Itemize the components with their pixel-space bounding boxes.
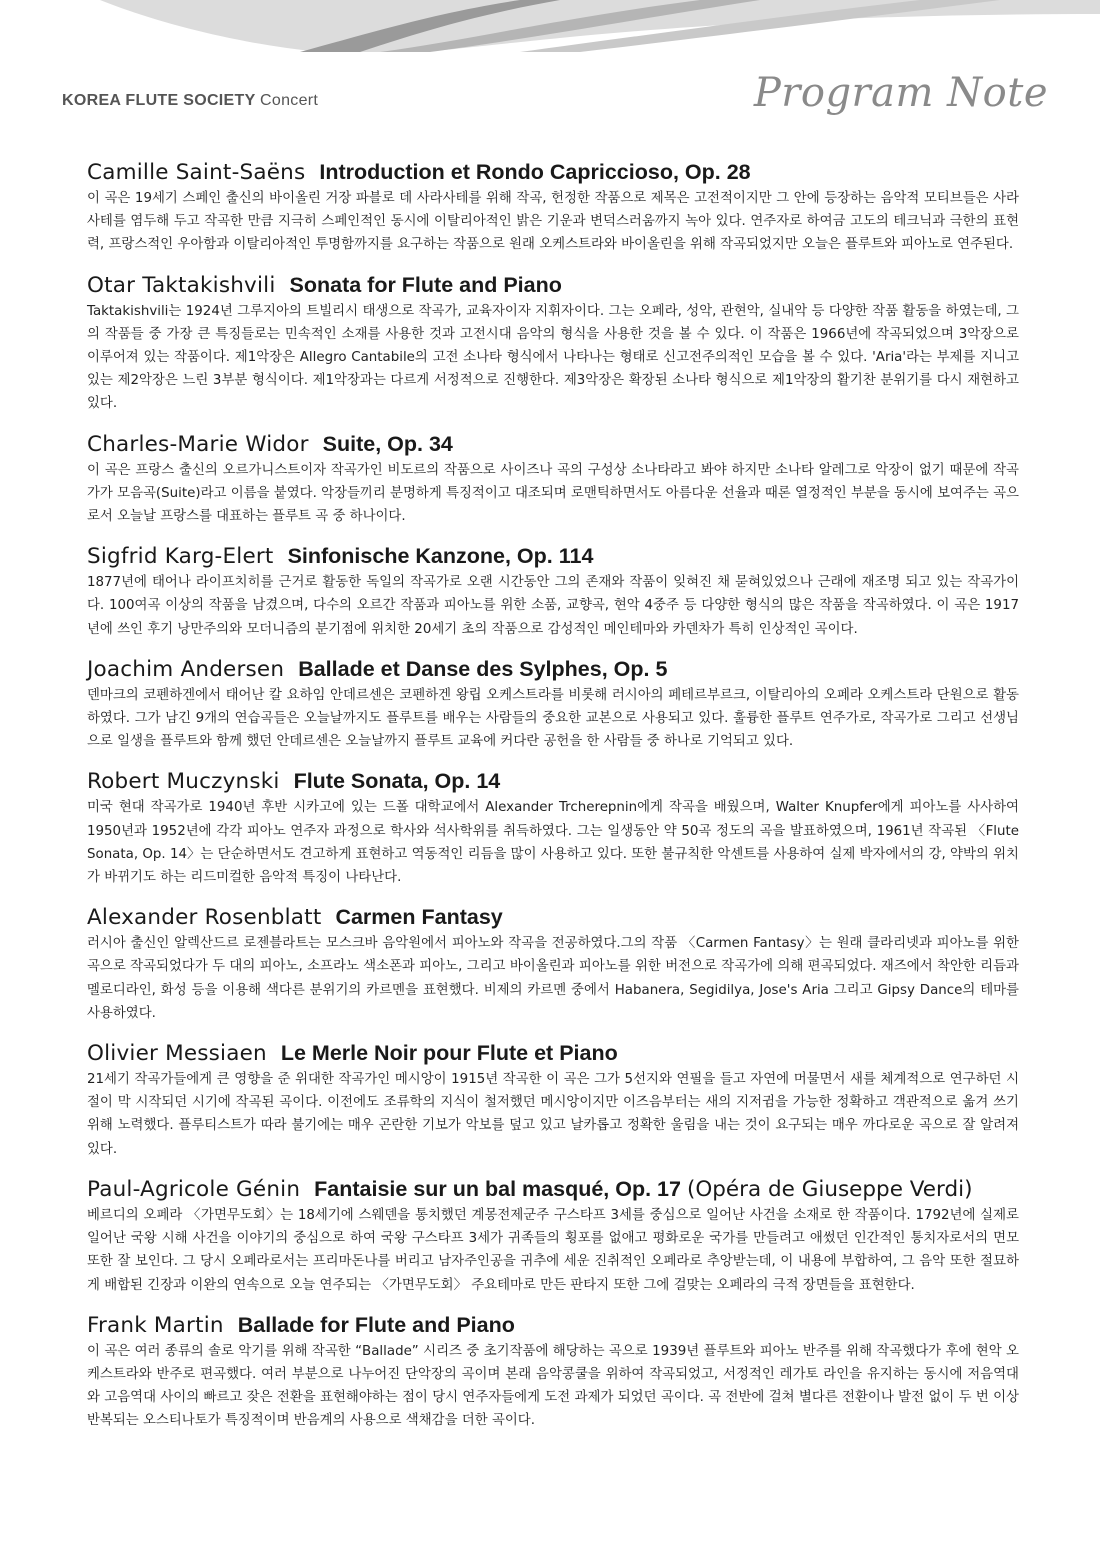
composer-name: Otar Taktakishvili [87,272,276,298]
concert-label: Concert [260,92,319,109]
work-title: Sonata for Flute and Piano [289,272,562,297]
piece-heading [87,1039,1019,1068]
piece-heading [87,1175,1019,1204]
piece-heading [87,271,1019,300]
composer-name: Joachim Andersen [87,656,285,682]
program-note-entry [87,767,1019,889]
piece-description: Taktakishvili는 1924년 그루지아의 트빌리시 태생으로 작곡가, 교육자이자 지휘자이다. 그는 오페라, 성악, 관현악, 실내악 등 다양한 작품 활동을 하였는데, 그의 작품들 중 가장 큰 특징들로는 민속적인 소재를 사용한 것과 고전시대 음악의 형식을 사용한 것을 볼 수 있다. 이 작품은 1966년에 작곡되었으며 3악장으로 이루어져 있는 작품이다. 제1악장은 Allegro Cantabile의 고전 소나타 형식에서 나타나는 형태로 신고전주의적인 모습을 볼 수 있다. 'Aria'라는 부제를 지니고 있는 제2악장은 느린 3부분 형식이다. 제1악장과는 다르게 서정적으로 진행한다. 제3악장은 확장된 소나타 형식으로 제1악장의 활기찬 분위기를 다시 재현하고 있다. [87,303,1019,412]
work-title: Ballade for Flute and Piano [237,1312,515,1337]
piece-description: 미국 현대 작곡가로 1940년 후반 시카고에 있는 드폴 대학교에서 Alexander Trcherepnin에게 작곡을 배웠으며, Walter Knupfer에게 피아노를 사사하여 1950년과 1952년에 각각 피아노 연주자 과정으로 학사와 석사학위를 취득하였다. 그는 일생동안 약 50곡 정도의 곡을 발표하였으며, 1961년 작곡된 〈Flute Sonata, Op. 14〉는 단순하면서도 견고하게 표현하고 역동적인 리듬을 많이 사용하고 있다. 또한 불규칙한 악센트를 사용하여 실제 박자에서의 강, 약박의 위치가 바뀌기도 하는 리드미컬한 음악적 특징이 나타난다. [87,800,1019,886]
society-header [62,92,318,110]
work-title: Carmen Fantasy [335,905,503,930]
work-title: Suite, Op. 34 [322,431,453,456]
piece-description: 1877년에 태어나 라이프치히를 근거로 활동한 독일의 작곡가로 오랜 시간동안 그의 존재와 작품이 잊혀진 채 묻혀있었으나 근래에 재조명 되고 있는 작곡가이다. 100여곡 이상의 작품을 남겼으며, 다수의 오르간 작품과 피아노를 위한 소품, 교향곡, 현악 4중주 등 다양한 형식의 많은 작품을 작곡하였다. 이 곡은 1917년에 쓰인 후기 낭만주의와 모더니즘의 분기점에 위치한 20세기 초의 작품으로 감성적인 메인테마와 카덴차가 특히 인상적인 곡이다. [87,575,1020,637]
program-note-title: Program Note [753,70,1048,116]
composer-name: Camille Saint-Saëns [87,160,306,185]
work-title: Flute Sonata, Op. 14 [293,769,501,794]
work-subtitle: (Opéra de Giuseppe Verdi) [686,1176,973,1202]
piece-heading [87,767,1019,796]
piece-description: 이 곡은 여러 종류의 솔로 악기를 위해 작곡한 “Ballade” 시리즈 중 초기작품에 해당하는 곡으로 1939년 플루트와 피아노 반주를 위해 작곡했다가 후에 현악 오케스트라와 반주로 편곡했다. 여러 부분으로 나누어진 단악장의 곡이며 본래 음악콩쿨을 위하여 작곡되었고, 서정적인 레가토 라인을 유지하는 동시에 저음역대와 고음역대 사이의 빠르고 잦은 전환을 표현해야하는 점이 당시 연주자들에게 도전 과제가 되었던 곡이다. 곡 전반에 걸쳐 별다른 전환이나 발전 없이 두 번 이상 반복되는 오스티나토가 특징적이며 반음계의 사용으로 색채감을 더한 곡이다. [87,1343,1019,1429]
program-note-entry [87,542,1019,641]
composer-name: Olivier Messiaen [87,1041,267,1067]
piece-heading [87,430,1019,459]
piece-description: 이 곡은 프랑스 출신의 오르가니스트이자 작곡가인 비도르의 작품으로 사이즈나 곡의 구성상 소나타라고 봐야 하지만 소나타 알레그로 악장이 없기 때문에 작곡가가 모음곡(Suite)라고 이름을 붙였다. 악장들끼리 분명하게 특징적이고 대조되며 로맨틱하면서도 아름다운 선율과 때론 열정적인 부분을 동시에 보여주는 곡으로서 오늘날 프랑스를 대표하는 플루트 곡 중 하나이다. [87,462,1019,525]
piece-description: 러시아 출신인 알렉산드르 로젠블라트는 모스크바 음악원에서 피아노와 작곡을 전공하였다.그의 작품 〈Carmen Fantasy〉는 원래 클라리넷과 피아노를 위한 곡으로 작곡되었다가 두 대의 피아노, 소프라노 색소폰과 피아노, 그리고 바이올린과 피아노를 위한 버전으로 작곡가에 의해 편곡되었다. 재즈에서 착안한 리듬과 멜로디라인, 화성 등을 이용해 색다른 분위기의 카르멘을 표현했다. 비제의 카르멘 중에서 Habanera, Segidilya, Jose's Aria 그리고 Gipsy Dance의 테마를 사용하였다. [87,936,1019,1021]
composer-name: Robert Muczynski [87,769,280,795]
program-note-entry [87,903,1019,1025]
composer-name: Frank Martin [87,1312,224,1338]
program-note-entry [87,1311,1019,1433]
program-note-entry [87,271,1019,416]
piece-heading [87,542,1019,571]
program-note-entry [87,655,1019,754]
work-title: Introduction et Rondo Capriccioso, Op. 28 [319,160,751,184]
piece-heading [87,158,1019,187]
work-title: Le Merle Noir pour Flute et Piano [280,1041,618,1066]
work-title: Ballade et Danse des Sylphes, Op. 5 [298,656,668,681]
piece-heading [87,903,1019,932]
program-note-entry [87,158,1019,257]
work-title: Sinfonische Kanzone, Op. 114 [287,544,594,569]
program-note-entry [87,1039,1019,1161]
piece-description: 21세기 작곡가들에게 큰 영향을 준 위대한 작곡가인 메시앙이 1915년 작곡한 이 곡은 그가 5선지와 연필을 들고 자연에 머물면서 새를 체계적으로 연구하던 시절이 막 시작되던 시기에 작곡된 곡이다. 이전에도 조류학의 지식이 철저했던 메시앙이지만 이즈음부터는 새의 지저귐을 가능한 정확하고 객관적으로 옮겨 쓰기 위해 노력했다. 플루티스트가 따라 불기에는 매우 곤란한 기보가 악보를 덮고 있고 날카롭고 정확한 울림을 내는 것이 요구되는 매우 까다로운 곡으로 잘 알려져 있다. [87,1072,1019,1157]
organization-name: KOREA FLUTE SOCIETY [62,92,256,109]
composer-name: Paul-Agricole Génin [87,1176,301,1202]
piece-heading [87,1311,1019,1340]
program-note-entry [87,430,1019,529]
piece-description: 이 곡은 19세기 스페인 출신의 바이올린 거장 파블로 데 사라사테를 위해 작곡, 헌정한 작품으로 제목은 고전적이지만 그 안에 등장하는 음악적 모티브들은 사라사테를 염두해 두고 작곡한 만큼 지극히 스페인적인 동시에 이탈리아적인 밝은 기운과 변덕스러움까지 녹아 있다. 연주자로 하여금 고도의 테크닉과 극한의 표현력, 프랑스적인 우아함과 이탈리아적인 투명함까지를 요구하는 작품으로 원래 오케스트라와 바이올린을 위해 작곡되었지만 오늘은 플루트와 피아노로 연주된다. [87,191,1019,253]
piece-description: 베르디의 오페라 〈가면무도회〉는 18세기에 스웨덴을 통치했던 계몽전제군주 구스타프 3세를 중심으로 일어난 사건을 소재로 한 작품이다. 1792년에 실제로 일어난 국왕 시해 사건을 이야기의 중심으로 하여 국왕 구스타프 3세가 귀족들의 횡포를 없애고 평화로운 국가를 만들려고 애썼던 인간적인 통치자로서의 면모 또한 잘 보인다. 그 당시 오페라로서는 프리마돈나를 버리고 남자주인공을 귀추에 세운 진취적인 오페라로 추앙받는데, 이 내용에 부합하여, 그 음악 또한 절묘하게 배합된 긴장과 이완의 연속으로 오늘 연주되는 〈가면무도회〉 주요테마로 만든 판타지 또한 그에 걸맞는 오페라의 극적 장면들을 표현한다. [87,1207,1019,1293]
work-title: Fantaisie sur un bal masqué, Op. 17 [314,1176,681,1201]
program-notes [87,158,1019,1447]
composer-name: Sigfrid Karg-Elert [87,544,274,570]
composer-name: Charles-Marie Widor [87,431,309,457]
piece-description: 덴마크의 코펜하겐에서 태어난 칼 요하임 안데르센은 코펜하겐 왕립 오케스트라를 비롯해 러시아의 페테르부르크, 이탈리아의 오페라 오케스트라 단원으로 활동하였다. 그가 남긴 9개의 연습곡들은 오늘날까지도 플루트를 배우는 사람들의 중요한 교본으로 사용되고 있다. 훌륭한 플루트 연주가로, 작곡가로 그리고 선생님으로 일생을 플루트와 함께 했던 안데르센은 오늘날까지 플루트 교육에 커다란 공헌을 한 사람들 중 하나로 기억되고 있다. [87,687,1019,750]
header-wave-decoration [0,0,1100,70]
program-note-entry [87,1175,1019,1297]
piece-heading [87,655,1019,684]
composer-name: Alexander Rosenblatt [87,905,322,931]
